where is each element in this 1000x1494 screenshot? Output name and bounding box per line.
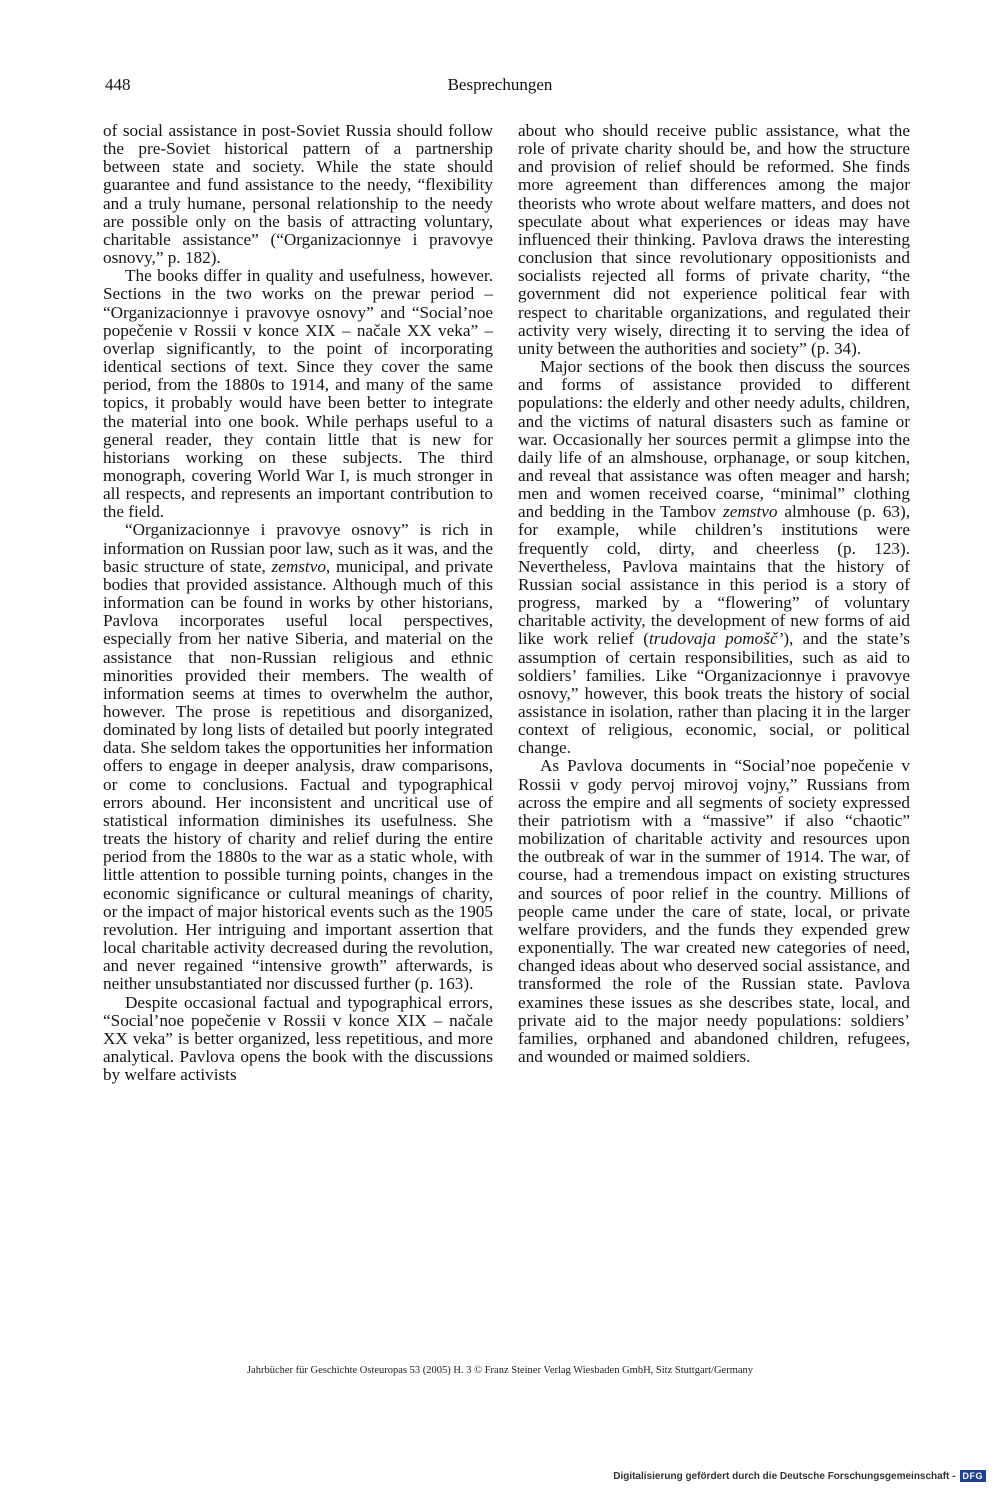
paragraph: about who should receive public assistance, what the role of private charity should be, and how the structure and provision of relief should be reformed. She finds more agreement than differences among the major theorists who wrote about welfare matters, and does not speculate about what experiences or ideas may have influenced their thinking. Pavlova draws the interesting conclusion that since revolutionary oppositionists and socialists rejected all forms of private charity, “the government did not experience political fear with respect to charitable organizations, and regulated their activity very wisely, directing it to serving the idea of unity between the authorities and society” (p. 34).: [518, 121, 910, 358]
dfg-logo: DFG: [960, 1470, 987, 1482]
text-run: almhouse (p. 63), for example, while children’s institutions were frequently cold, dirty, and cheerless (p. 123). Nevertheless, Pavlova maintains that the history of Russian social assistance in this period is a story of progress, marked by a “flowering” of voluntary charitable activity, the development of new forms of aid like work relief (: [518, 502, 910, 649]
text-run: ), and the state’s assumption of certain responsibilities, such as aid to soldiers’ families. Like “Organizacionnye i pravovye osnovy,” however, this book treats the history of social assistance in isolation, rather than placing it in the larger context of religious, economic, social, or political change.: [518, 629, 910, 758]
paragraph: Despite occasional factual and typographical errors, “Social’noe popečenie v Rossii v konce XIX – načale XX veka” is better organized, less repetitious, and more analytical. Pavlova opens the book with the discussions by welfare activists: [103, 992, 493, 1085]
text-run: “Organizacionnye i pravovye osnovy” is rich in information on Russian poor law, such as it was, and the basic structure of state,: [103, 520, 493, 576]
paragraph: As Pavlova documents in “Social’noe popečenie v Rossii v gody pervoj mirovoj vojny,” Russians from across the empire and all segments of society expressed their patriotism with a “massive” if also “chaotic” mobilization of charitable activity and resources upon the outbreak of war in the summer of 1914. The war, of course, had a tremendous impact on existing structures and sources of poor relief in the country. Millions of people came under the care of state, local, or private welfare providers, and the funds they expended grew exponentially. The war created new categories of need, changed ideas about who deserved social assistance, and transformed the role of the Russian state. Pavlova examines these issues as she describes state, local, and private aid to the major needy populations: soldiers’ families, orphaned and abandoned children, refugees, and wounded or maimed soldiers.: [518, 756, 910, 1066]
left-column: [103, 122, 493, 1084]
italic-term: trudovaja pomošč’: [648, 629, 784, 649]
italic-term: zemstvo: [271, 556, 326, 576]
journal-citation-footer: Jahrbücher für Geschichte Osteuropas 53 (2005) H. 3 © Franz Steiner Verlag Wiesbaden GmbH, Sitz Stuttgart/Germany: [246, 1365, 754, 1376]
digitization-text: Digitalisierung gefördert durch die Deutsche Forschungsgemeinschaft -: [613, 1470, 956, 1482]
running-head: Besprechungen: [447, 75, 553, 94]
right-column: [518, 122, 910, 1066]
text-run: Major sections of the book then discuss the sources and forms of assistance provided to different populations: the elderly and other needy adults, children, and the victims of natural disasters such as famine or war. Occasionally her sources permit a glimpse into the daily life of an almshouse, orphanage, or soup kitchen, and reveal that assistance was often meager and harsh; men and women received coarse, “minimal” clothing and bedding in the Tambov: [518, 357, 910, 522]
paragraph: [103, 521, 493, 993]
paragraph: The books differ in quality and usefulness, however. Sections in the two works on the prewar period – “Organizacionnye i pravovye osnovy” and “Social’noe popečenie v Rossii v konce XIX – načale XX veka” – overlap significantly, to the point of incorporating identical sections of text. Since they cover the same period, from the 1880s to 1914, and many of the same topics, it probably would have been better to integrate the material into one book. While perhaps useful to a general reader, they contain little that is new for historians working on these subjects. The third monograph, covering World War I, is much stronger in all respects, and represents an important contribution to the field.: [103, 266, 493, 522]
page-number: 448: [105, 75, 131, 94]
text-run: , municipal, and private bodies that provided assistance. Although much of this information can be found in works by other historians, Pavlova incorporates useful local perspectives, especially from her native Siberia, and material on the assistance that non-Russian religious and ethnic minorities provided their members. The wealth of information seems at times to overwhelm the author, however. The prose is repetitious and disorganized, dominated by long lists of detailed but poorly integrated data. She seldom takes the opportunities her information offers to engage in deeper analysis, draw comparisons, or come to conclusions. Factual and typographical errors abound. Her inconsistent and uncritical use of statistical information diminishes its usefulness. She treats the history of charity and relief during the entire period from the 1880s to the war as a static whole, with little attention to possible turning points, changes in the economic significance or cultural meanings of charity, or the impact of major historical events such as the 1905 revolution. Her intriguing and important assertion that local charitable activity decreased during the revolution, and never regained “intensive growth” afterwards, is neither unsubstantiated nor discussed further (p. 163).: [103, 556, 493, 994]
paragraph: of social assistance in post-Soviet Russia should follow the pre-Soviet historical pattern of a partnership between state and society. While the state should guarantee and fund assistance to the needy, “flexibility and a truly humane, personal relationship to the needy are possible only on the basis of attracting voluntary, charitable assistance” (“Organizacionnye i pravovye osnovy,” p. 182).: [103, 121, 493, 268]
italic-term: zemstvo: [723, 502, 778, 522]
paragraph: [518, 358, 910, 757]
digitization-notice: [613, 1470, 986, 1482]
